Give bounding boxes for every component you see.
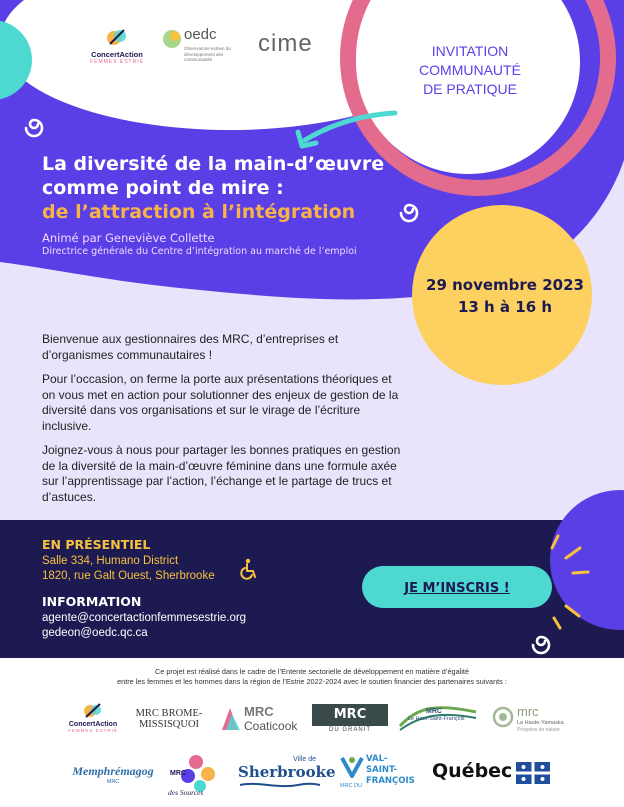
partner-val-saint-francois <box>338 752 415 800</box>
information-heading: INFORMATION <box>42 594 142 609</box>
event-time: 13 h à 16 h <box>457 298 553 316</box>
host-name: Geneviève Collette <box>105 231 215 245</box>
paragraph-welcome: Bienvenue aux gestionnaires des MRC, d’entreprises et d’organismes communautaires ! <box>42 332 339 362</box>
partner-line: Sherbrooke <box>238 763 336 781</box>
title-line-2: comme point de mire : <box>42 177 284 199</box>
partner-line: MRC <box>106 779 120 785</box>
vsf-logo-icon <box>340 754 364 780</box>
partner-granit <box>312 704 388 736</box>
partner-quebec <box>432 760 552 786</box>
information-email-2: gedeon@oedc.qc.ca <box>42 627 148 639</box>
partner-line: mrc <box>517 704 539 719</box>
fleur-de-lis-icon <box>516 762 550 784</box>
partner-memphremagog <box>70 764 156 785</box>
partner-line: MRC <box>426 708 442 715</box>
register-button[interactable] <box>362 566 552 608</box>
partner-line: MRC DU <box>340 783 362 789</box>
partner-line: Le Haut-Saint-François <box>408 716 465 722</box>
partner-name: Québec <box>432 760 513 782</box>
invitation-line: DE PRATIQUE <box>423 81 517 97</box>
oedc-logo-icon <box>162 26 182 52</box>
partner-line: MRC <box>170 770 186 777</box>
title-line-1: La diversité de la main-d’œuvre <box>42 153 385 175</box>
footer-note <box>20 667 604 687</box>
information-block <box>42 594 246 641</box>
body-text <box>42 332 407 514</box>
partner-brome-missisquoi <box>130 708 208 730</box>
partner-line: DU GRANIT <box>329 727 371 733</box>
host-role: Directrice générale du Centre d’intégration au marché de l’emploi <box>42 246 357 257</box>
coaticook-logo-icon <box>218 704 242 734</box>
invitation-line: INVITATION <box>431 43 509 59</box>
concertaction-sub: FEMMES ESTRIE <box>90 59 144 65</box>
information-email-1: agente@concertactionfemmesestrie.org <box>42 612 247 624</box>
partner-line: FRANÇOIS <box>366 776 415 786</box>
logo-concertaction <box>82 26 152 65</box>
partner-line: Memphrémagog <box>72 764 154 778</box>
logo-cime: cime <box>258 30 313 57</box>
invitation-block <box>398 42 542 99</box>
concertaction-name: ConcertAction <box>91 50 143 59</box>
location-heading: EN PRÉSENTIEL <box>42 537 151 552</box>
footer-note-line-2: entre les femmes et les hommes dans la région de l’Estrie 2022-2024 avec le soutien financier des partenaires suivants : <box>117 677 507 686</box>
partner-line: SAINT- <box>366 765 398 775</box>
location-line-2: 1820, rue Galt Ouest, Sherbrooke <box>42 570 215 582</box>
partner-haut-saint-francois <box>398 702 478 736</box>
partner-sherbrooke <box>238 756 336 789</box>
oedc-sub: Observatoire estrien du développement des communautés <box>184 46 231 62</box>
partner-line: Prospère de nature <box>517 727 560 733</box>
partner-coaticook <box>218 702 298 736</box>
title-line-3: de l’attraction à l’intégration <box>42 201 356 223</box>
partner-line: MRC <box>244 704 274 719</box>
partner-sub: FEMMES ESTRIE <box>68 728 118 733</box>
partner-concertaction <box>58 701 128 733</box>
partner-line: MISSISQUOI <box>138 719 200 730</box>
yamaska-logo-icon <box>492 706 514 728</box>
partner-line: Coaticook <box>244 719 298 733</box>
sherbrooke-wave-icon <box>238 781 322 789</box>
concertaction-logo-icon <box>104 26 130 50</box>
event-date: 29 novembre 2023 <box>426 276 584 294</box>
partner-line: des Sources <box>168 788 204 797</box>
partner-line: VAL- <box>366 754 388 764</box>
partner-line: Ville de <box>293 756 316 763</box>
host-block <box>42 231 357 257</box>
event-date-block <box>420 274 590 318</box>
partner-line: MRC BROME- <box>135 708 203 719</box>
invitation-line: COMMUNAUTÉ <box>419 62 521 78</box>
wheelchair-icon <box>238 558 260 580</box>
location-line-1: Salle 334, Humano District <box>42 555 179 567</box>
paragraph-join: Joignez-vous à nous pour partager les bonnes pratiques en gestion de la diversité de la main-d’œuvre féminine dans une formule axée sur l’apprentissage par l’action, l’échange et le partage de trucs et d’astuces. <box>42 443 401 504</box>
host-prefix: Animé par <box>42 231 106 245</box>
partner-haute-yamaska <box>492 704 586 734</box>
concertaction-logo-icon <box>81 701 105 721</box>
partner-line: La Haute-Yamaska <box>517 720 564 726</box>
location-block <box>42 537 215 584</box>
partner-line: MRC <box>333 707 367 722</box>
host-line <box>42 231 357 245</box>
partner-mrc-des-sources <box>166 752 222 800</box>
footer-note-line-1: Ce projet est réalisé dans le cadre de l’Entente sectorielle de développement en matière d’égalité <box>155 667 469 676</box>
register-button-label: JE M’INSCRIS ! <box>404 581 510 596</box>
paragraph-occasion: Pour l’occasion, on ferme la porte aux présentations théoriques et on vous met en action pour solutionner des enjeux de gestion de la diversité dans vos organisations et sur le virage de l’écriture inclusive. <box>42 372 399 433</box>
oedc-name: oedc <box>184 26 217 43</box>
partner-name: ConcertAction <box>68 721 118 728</box>
title-block <box>42 152 384 224</box>
